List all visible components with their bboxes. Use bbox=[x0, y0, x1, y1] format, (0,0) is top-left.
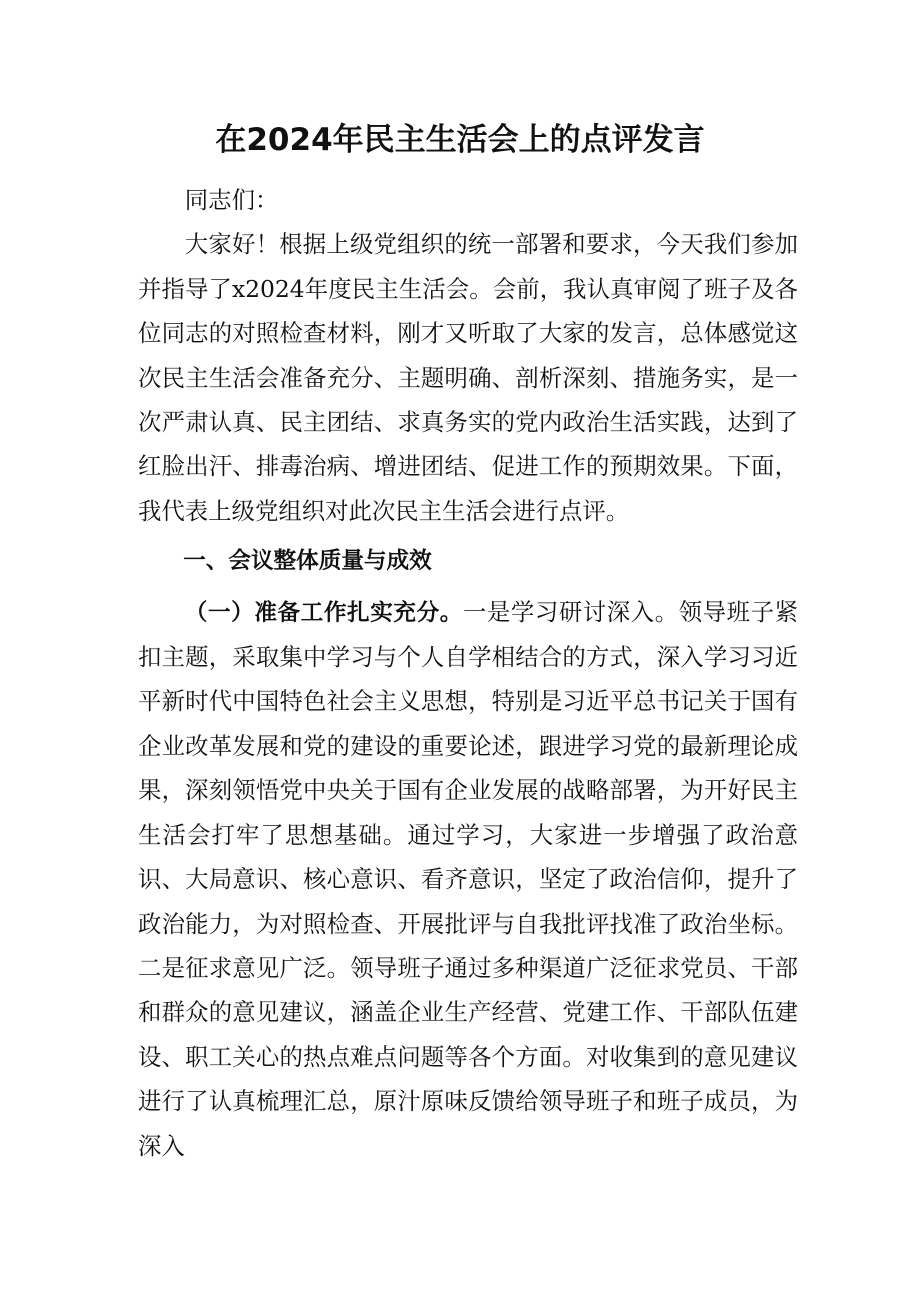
subsection-heading: （一）准备工作扎实充分。 bbox=[184, 599, 463, 626]
section-heading: 一、会议整体质量与成效 bbox=[183, 548, 432, 575]
subsection-body: 一是学习研讨深入。领导班子紧扣主题，采取集中学习与个人自学相结合的方式，深入学习习近平新时代中国特色社会主义思想，特别是习近平总书记关于国有企业改革发展和党的建设的重要论述，跟进学习党的最新理论成果，深刻领悟党中央关于国有企业发展的战略部署，为开好民主生活会打牢了思想基础。通过学习，大家进一步增强了政治意识、大局意识、核心意识、看齐意识，坚定了政治信仰，提升了政治能力，为对照检查、开展批评与自我批评找准了政治坐标。二是征求意见广泛。领导班子通过多种渠道广泛征求党员、干部和群众的意见建议，涵盖企业生产经营、党建工作、干部队伍建设、职工关心的热点难点问题等各个方面。对收集到的意见建议进行了认真梳理汇总，原汁原味反馈给领导班子和班子成员，为深入 bbox=[138, 597, 799, 1160]
subsection-paragraph bbox=[138, 590, 798, 1168]
document-body bbox=[138, 178, 798, 1168]
document-title: 在2024年民主生活会上的点评发言 bbox=[215, 122, 705, 158]
salutation: 同志们： bbox=[184, 186, 279, 214]
intro-paragraph: 大家好！根据上级党组织的统一部署和要求，今天我们参加并指导了x2024年度民主生活会。会前，我认真审阅了班子及各位同志的对照检查材料，刚才又听取了大家的发言，总体感觉这次民主生活会准备充分、主题明确、剖析深刻、措施务实，是一次严肃认真、民主团结、求真务实的党内政治生活实践，达到了红脸出汗、排毒治病、增进团结、促进工作的预期效果。下面，我代表上级党组织对此次民主生活会进行点评。 bbox=[138, 230, 798, 525]
